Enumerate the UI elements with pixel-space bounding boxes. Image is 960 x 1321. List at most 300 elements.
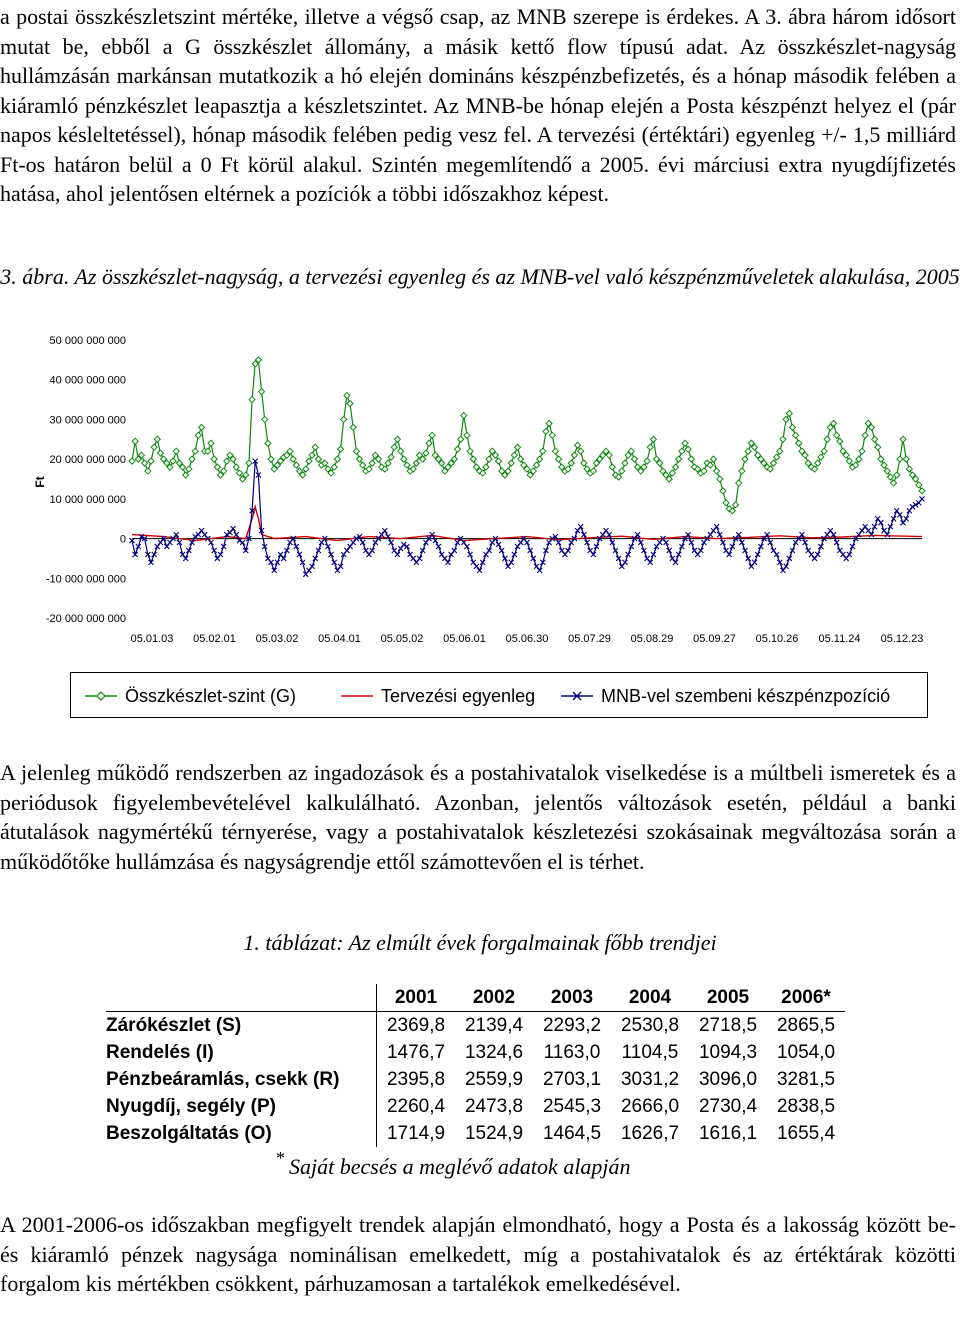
point-marker <box>717 476 723 482</box>
point-marker <box>335 568 340 573</box>
x-tick-label: 05.12.23 <box>880 633 924 645</box>
point-marker <box>199 424 205 430</box>
table-cell: 1094,3 <box>698 1041 758 1063</box>
point-marker <box>774 454 780 460</box>
point-marker <box>556 540 561 545</box>
point-marker <box>394 436 400 442</box>
legend-label-g: Összkészlet-szint (G) <box>125 685 297 706</box>
point-marker <box>167 540 172 545</box>
point-marker <box>294 544 299 549</box>
table-cell: 2545,3 <box>542 1095 602 1117</box>
point-marker <box>594 544 599 549</box>
point-marker <box>515 444 521 450</box>
point-marker <box>809 552 814 557</box>
table-cell: 2395,8 <box>377 1066 456 1093</box>
point-marker <box>426 440 432 446</box>
point-marker <box>543 428 549 434</box>
point-marker <box>780 568 785 573</box>
point-marker <box>157 450 163 456</box>
point-marker <box>575 442 581 448</box>
year-header: 2004 <box>611 984 689 1012</box>
x-tick-label: 05.08.29 <box>630 633 674 645</box>
point-marker <box>645 556 650 561</box>
point-marker <box>281 556 286 561</box>
legend-swatch-g <box>85 689 117 703</box>
table-cell: 3281,5 <box>776 1068 836 1090</box>
point-marker <box>600 532 605 537</box>
point-marker <box>313 556 318 561</box>
point-marker <box>736 480 742 486</box>
legend-swatch-t <box>341 689 373 703</box>
point-marker <box>155 544 160 549</box>
point-marker <box>391 444 397 450</box>
point-marker <box>664 540 669 545</box>
table-cell: 1163,0 <box>543 1041 601 1063</box>
table-cell: 2293,2 <box>542 1014 602 1036</box>
point-marker <box>657 540 662 545</box>
point-marker <box>752 560 757 565</box>
trend-table <box>106 984 845 1147</box>
point-marker <box>173 448 179 454</box>
point-marker <box>846 458 852 464</box>
closing-paragraph: A 2001-2006-os időszakban megfigyelt trendek alapján elmondható, hogy a Posta és a lakosság között be- és kiáramló pénzek nagysága nominálisan emelkedett, míg a postahivatalok és az értéktárak közötti forgalom kis mértékben csökkent, párhuzamosan a tartalékok emelkedésével. <box>0 1212 956 1296</box>
point-marker <box>164 544 169 549</box>
x-tick-label: 05.06.30 <box>505 633 549 645</box>
point-marker <box>881 462 887 468</box>
point-marker <box>569 540 574 545</box>
point-marker <box>631 456 637 462</box>
point-marker <box>698 548 703 553</box>
point-marker <box>452 548 457 553</box>
point-marker <box>537 456 543 462</box>
point-marker <box>578 448 584 454</box>
point-marker <box>786 410 792 416</box>
point-marker <box>215 556 220 561</box>
point-marker <box>449 552 454 557</box>
table-cell: 2369,8 <box>377 1012 456 1040</box>
point-marker <box>132 438 138 444</box>
row-label: Rendelés (I) <box>106 1041 214 1063</box>
point-marker <box>774 552 779 557</box>
point-marker <box>710 456 716 462</box>
point-marker <box>758 544 763 549</box>
point-marker <box>733 502 739 508</box>
point-marker <box>682 440 688 446</box>
point-marker <box>303 466 309 472</box>
point-marker <box>331 464 337 470</box>
point-marker <box>512 552 517 557</box>
point-marker <box>828 528 833 533</box>
point-marker <box>622 560 627 565</box>
point-marker <box>464 544 469 549</box>
point-marker <box>367 552 372 557</box>
point-marker <box>891 516 896 521</box>
y-tick-label: 20 000 000 000 <box>49 454 126 467</box>
point-marker <box>306 568 311 573</box>
point-marker <box>882 528 887 533</box>
line-chart <box>0 318 960 668</box>
table-cell: 2260,4 <box>377 1093 456 1120</box>
figure-caption-text: Az összkészlet-nagyság, a tervezési egyenleg és az MNB-vel való készpénzműveletek alakulása, 2005 <box>74 264 960 289</box>
point-marker <box>195 432 201 438</box>
table-cell: 1476,7 <box>377 1039 456 1066</box>
point-marker <box>218 552 223 557</box>
point-marker <box>385 460 391 466</box>
point-marker <box>148 458 154 464</box>
table-note-star: * <box>276 1148 285 1168</box>
point-marker <box>887 474 893 480</box>
point-marker <box>483 464 489 470</box>
point-marker <box>417 556 422 561</box>
point-marker <box>571 452 577 458</box>
point-marker <box>518 456 524 462</box>
point-marker <box>389 540 394 545</box>
point-marker <box>818 454 824 460</box>
legend-item-m <box>561 673 890 719</box>
table-cell: 2718,5 <box>698 1014 758 1036</box>
table-row <box>106 1093 845 1120</box>
point-marker <box>717 532 722 537</box>
point-marker <box>862 432 868 438</box>
table-note-text: Saját becsés a meglévő adatok alapján <box>289 1154 631 1179</box>
point-marker <box>859 448 865 454</box>
point-marker <box>332 560 337 565</box>
point-marker <box>129 458 135 464</box>
point-marker <box>609 464 615 470</box>
point-marker <box>275 560 280 565</box>
point-marker <box>414 560 419 565</box>
point-marker <box>859 528 864 533</box>
point-marker <box>692 548 697 553</box>
point-marker <box>695 552 700 557</box>
point-marker <box>739 468 745 474</box>
point-marker <box>208 440 214 446</box>
table-row <box>106 1012 845 1040</box>
point-marker <box>581 460 587 466</box>
figure-caption-prefix: 3. ábra. <box>0 264 75 289</box>
point-marker <box>789 424 795 430</box>
point-marker <box>787 556 792 561</box>
point-marker <box>209 540 214 545</box>
point-marker <box>755 552 760 557</box>
table-caption: 1. táblázat: Az elmúlt évek forgalmainak főbb trendjei <box>243 930 717 955</box>
point-marker <box>338 446 344 452</box>
point-marker <box>884 468 890 474</box>
point-marker <box>821 448 827 454</box>
point-marker <box>724 548 729 553</box>
point-marker <box>347 401 353 407</box>
point-marker <box>901 520 906 525</box>
point-marker <box>363 548 368 553</box>
point-marker <box>401 456 407 462</box>
point-marker <box>837 548 842 553</box>
year-header: 2005 <box>689 984 767 1012</box>
table-cell: 1714,9 <box>377 1120 456 1147</box>
point-marker <box>547 540 552 545</box>
point-marker <box>790 548 795 553</box>
point-marker <box>233 464 239 470</box>
point-marker <box>559 548 564 553</box>
point-marker <box>850 544 855 549</box>
point-marker <box>720 540 725 545</box>
point-marker <box>667 548 672 553</box>
point-marker <box>236 470 242 476</box>
point-marker <box>818 544 823 549</box>
point-marker <box>234 532 239 537</box>
table-cell: 1464,5 <box>542 1122 602 1144</box>
point-marker <box>319 540 324 545</box>
point-marker <box>515 544 520 549</box>
point-marker <box>496 458 502 464</box>
point-marker <box>268 456 274 462</box>
point-marker <box>743 548 748 553</box>
point-marker <box>552 448 558 454</box>
point-marker <box>676 456 682 462</box>
point-marker <box>581 532 586 537</box>
y-tick-label: 50 000 000 000 <box>49 335 126 347</box>
point-marker <box>214 464 220 470</box>
table-row <box>106 1039 845 1066</box>
point-marker <box>533 462 539 468</box>
point-marker <box>907 508 912 513</box>
point-marker <box>556 456 562 462</box>
point-marker <box>742 456 748 462</box>
point-marker <box>189 456 195 462</box>
point-marker <box>708 532 713 537</box>
point-marker <box>350 424 356 430</box>
point-marker <box>360 462 366 468</box>
point-marker <box>211 456 217 462</box>
table-cell: 2838,5 <box>776 1095 836 1117</box>
point-marker <box>875 444 881 450</box>
point-marker <box>353 448 359 454</box>
point-marker <box>370 548 375 553</box>
chart-series <box>129 357 925 577</box>
point-marker <box>202 532 207 537</box>
point-marker <box>454 446 460 452</box>
point-marker <box>566 548 571 553</box>
point-marker <box>483 552 488 557</box>
point-marker <box>825 532 830 537</box>
point-marker <box>477 568 482 573</box>
point-marker <box>379 532 384 537</box>
point-marker <box>841 552 846 557</box>
point-marker <box>334 456 340 462</box>
x-tick-label: 05.06.01 <box>443 633 486 645</box>
y-tick-label: 0 <box>119 533 126 546</box>
point-marker <box>897 456 903 462</box>
table-cell: 2559,9 <box>464 1068 524 1090</box>
x-tick-label: 05.11.24 <box>818 633 861 645</box>
point-marker <box>654 544 659 549</box>
point-marker <box>644 458 650 464</box>
point-marker <box>647 444 653 450</box>
point-marker <box>306 458 312 464</box>
point-marker <box>866 528 871 533</box>
table-cell: 1324,6 <box>464 1041 524 1063</box>
point-marker <box>525 540 530 545</box>
point-marker <box>464 432 470 438</box>
x-tick-label: 05.03.02 <box>255 633 299 645</box>
x-tick-label: 05.04.01 <box>318 633 361 645</box>
table-header-row <box>106 984 845 1012</box>
point-marker <box>509 560 514 565</box>
point-marker <box>420 548 425 553</box>
point-marker <box>701 540 706 545</box>
point-marker <box>467 448 473 454</box>
row-label: Zárókészlet (S) <box>106 1014 242 1036</box>
point-marker <box>856 456 862 462</box>
point-marker <box>626 552 631 557</box>
point-marker <box>770 460 776 466</box>
intro-paragraph: a postai összkészletszint mértéke, illetve a végső csap, az MNB szerepe is érdekes. A 3. ábra három idősort mutat be, ebből a G összkészlet állomány, a másik kettő flow típusú adat. Az összkészlet-nagyság hullámzásán markánsan mutatkozik a hó elején domináns készpénzbefizetés, és a hónap második felében a kiáramló pénzkészlet leapasztja a készletszintet. Az MNB-be hónap elején a Posta készpénzt helyez el (pár napos késleltetéssel), hónap második felében pedig vesz fel. A tervezési (értéktári) egyenleg +/- 1,5 milliárd Ft-os határon belül a 0 Ft körül alakul. Szintén megemlítendő a 2005. évi márciusi extra nyugdíjfizetés hatása, ahol jelentősen eltérnek a pozíciók a többi időszakhoz képest. <box>0 4 956 206</box>
point-marker <box>329 552 334 557</box>
point-marker <box>148 560 153 565</box>
point-marker <box>499 548 504 553</box>
point-marker <box>348 544 353 549</box>
point-marker <box>720 488 726 494</box>
point-marker <box>398 448 404 454</box>
point-marker <box>278 552 283 557</box>
point-marker <box>635 532 640 537</box>
point-marker <box>904 516 909 521</box>
point-marker <box>897 512 902 517</box>
point-marker <box>265 440 271 446</box>
table-cell: 2865,5 <box>776 1014 836 1036</box>
point-marker <box>312 444 318 450</box>
point-marker <box>212 548 217 553</box>
point-marker <box>711 528 716 533</box>
point-marker <box>395 552 400 557</box>
point-marker <box>714 468 720 474</box>
point-marker <box>799 532 804 537</box>
year-header: 2006* <box>767 984 845 1012</box>
point-marker <box>423 540 428 545</box>
point-marker <box>186 548 191 553</box>
point-marker <box>458 436 464 442</box>
point-marker <box>506 564 511 569</box>
point-marker <box>648 560 653 565</box>
chart-axes <box>46 335 924 645</box>
point-marker <box>351 540 356 545</box>
table-corner <box>106 984 377 1012</box>
point-marker <box>224 458 230 464</box>
point-marker <box>771 548 776 553</box>
y-tick-label: 40 000 000 000 <box>49 374 126 387</box>
point-marker <box>486 456 492 462</box>
point-marker <box>875 516 880 521</box>
point-marker <box>650 436 656 442</box>
point-marker <box>154 436 160 442</box>
row-label: Beszolgáltatás (O) <box>106 1122 272 1144</box>
table-cell: 1524,9 <box>464 1122 524 1144</box>
point-marker <box>246 460 252 466</box>
point-marker <box>259 389 265 395</box>
series-line-m <box>132 461 922 574</box>
point-marker <box>780 436 786 442</box>
point-marker <box>249 397 255 403</box>
point-marker <box>616 556 621 561</box>
point-marker <box>344 548 349 553</box>
table-row <box>106 1120 845 1147</box>
y-tick-label: -20 000 000 000 <box>45 613 126 625</box>
point-marker <box>442 556 447 561</box>
point-marker <box>578 524 583 529</box>
point-marker <box>847 552 852 557</box>
point-marker <box>183 472 189 478</box>
point-marker <box>436 544 441 549</box>
point-marker <box>528 548 533 553</box>
point-marker <box>186 466 192 472</box>
point-marker <box>679 448 685 454</box>
point-marker <box>619 564 624 569</box>
point-marker <box>316 548 321 553</box>
figure-caption <box>0 262 960 291</box>
point-marker <box>739 540 744 545</box>
point-marker <box>408 552 413 557</box>
point-marker <box>540 448 546 454</box>
point-marker <box>638 540 643 545</box>
point-marker <box>916 482 922 488</box>
point-marker <box>793 432 799 438</box>
point-marker <box>906 466 912 472</box>
table-cell: 1655,4 <box>776 1122 836 1144</box>
table-row <box>106 1066 845 1093</box>
point-marker <box>736 532 741 537</box>
point-marker <box>575 528 580 533</box>
point-marker <box>455 540 460 545</box>
point-marker <box>869 532 874 537</box>
point-marker <box>297 552 302 557</box>
point-marker <box>231 526 236 531</box>
point-marker <box>429 432 435 438</box>
point-marker <box>746 556 751 561</box>
legend-swatch-m <box>561 689 593 703</box>
point-marker <box>288 540 293 545</box>
point-marker <box>768 540 773 545</box>
point-marker <box>344 393 350 399</box>
legend-label-t: Tervezési egyenleg <box>381 685 536 706</box>
year-header: 2001 <box>377 984 456 1012</box>
point-marker <box>613 548 618 553</box>
point-marker <box>487 548 492 553</box>
point-marker <box>651 552 656 557</box>
point-marker <box>568 460 574 466</box>
point-marker <box>474 564 479 569</box>
point-marker <box>357 456 363 462</box>
point-marker <box>894 472 900 478</box>
table-cell: 1616,1 <box>698 1122 758 1144</box>
table-cell: 2530,8 <box>620 1014 680 1036</box>
point-marker <box>834 432 840 438</box>
y-tick-label: 10 000 000 000 <box>49 493 126 506</box>
point-marker <box>777 448 783 454</box>
table-cell: 1054,0 <box>776 1041 836 1063</box>
point-marker <box>588 548 593 553</box>
point-marker <box>812 556 817 561</box>
point-marker <box>404 462 410 468</box>
table-cell: 2139,4 <box>464 1014 524 1036</box>
point-marker <box>388 454 394 460</box>
row-label: Nyugdíj, segély (P) <box>106 1095 276 1117</box>
point-marker <box>793 540 798 545</box>
legend-item-t <box>341 673 535 719</box>
point-marker <box>903 456 909 462</box>
point-marker <box>518 540 523 545</box>
table-cell: 2666,0 <box>620 1095 680 1117</box>
point-marker <box>730 544 735 549</box>
point-marker <box>423 450 429 456</box>
